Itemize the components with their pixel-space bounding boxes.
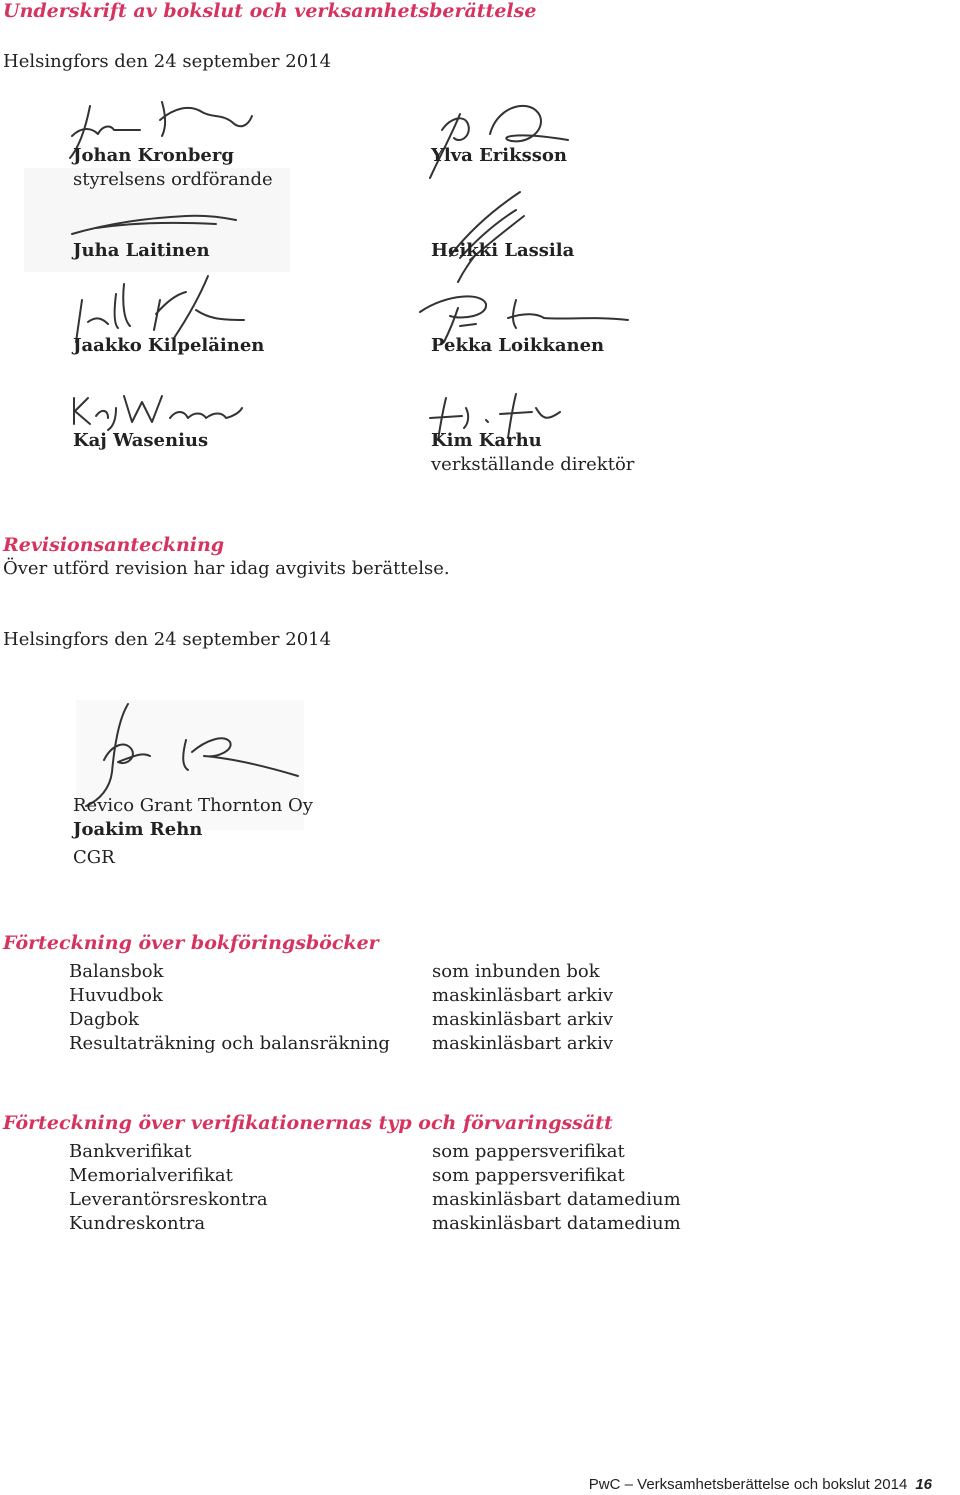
signature-heikki-lassila <box>440 186 540 286</box>
list-item: Memorialverifikat <box>69 1165 233 1186</box>
list-item: Bankverifikat <box>69 1141 192 1162</box>
signatory-name: Heikki Lassila <box>431 240 575 261</box>
signatory-role: verkställande direktör <box>431 454 635 475</box>
audit-firm: Revico Grant Thornton Oy <box>73 795 313 816</box>
list-item: Balansbok <box>69 961 164 982</box>
audit-place-date: Helsingfors den 24 september 2014 <box>3 629 332 650</box>
signatory-name: Jaakko Kilpeläinen <box>73 335 265 356</box>
list-item: Resultaträkning och balansräkning <box>69 1033 390 1054</box>
audit-heading: Revisionsanteckning <box>3 534 225 556</box>
audit-statement: Över utförd revision har idag avgivits berättelse. <box>3 558 450 579</box>
signatory-name: Kaj Wasenius <box>73 430 209 451</box>
list-item: Kundreskontra <box>69 1213 206 1234</box>
vouchers-heading: Förteckning över verifikationernas typ och förvaringssätt <box>3 1112 613 1134</box>
list-item-storage: maskinläsbart datamedium <box>432 1213 681 1234</box>
books-heading: Förteckning över bokföringsböcker <box>3 932 379 954</box>
list-item-storage: maskinläsbart arkiv <box>432 1009 614 1030</box>
signatory-name: Juha Laitinen <box>73 240 210 261</box>
page-number: 16 <box>915 1476 932 1493</box>
signature-ylva-eriksson <box>420 94 580 184</box>
list-item-storage: maskinläsbart datamedium <box>432 1189 681 1210</box>
list-item-storage: som pappersverifikat <box>432 1141 625 1162</box>
signature-kaj-wasenius <box>66 388 246 432</box>
list-item-storage: som pappersverifikat <box>432 1165 625 1186</box>
list-item-storage: maskinläsbart arkiv <box>432 1033 614 1054</box>
list-item: Huvudbok <box>69 985 163 1006</box>
signature-heading: Underskrift av bokslut och verksamhetsberättelse <box>3 0 537 22</box>
signatory-name: Kim Karhu <box>431 430 542 451</box>
list-item-storage: som inbunden bok <box>432 961 600 982</box>
list-item: Dagbok <box>69 1009 139 1030</box>
signatory-name: Ylva Eriksson <box>431 145 567 166</box>
audit-auditor: Joakim Rehn <box>73 819 203 840</box>
signature-place-date: Helsingfors den 24 september 2014 <box>3 51 332 72</box>
list-item-storage: maskinläsbart arkiv <box>432 985 614 1006</box>
signatory-name: Johan Kronberg <box>73 145 234 166</box>
signatory-name: Pekka Loikkanen <box>431 335 605 356</box>
audit-title: CGR <box>73 847 115 868</box>
page-footer <box>589 1476 932 1493</box>
list-item: Leverantörsreskontra <box>69 1189 268 1210</box>
footer-text: PwC – Verksamhetsberättelse och bokslut 2014 <box>588 1476 908 1493</box>
signatory-role: styrelsens ordförande <box>73 169 273 190</box>
